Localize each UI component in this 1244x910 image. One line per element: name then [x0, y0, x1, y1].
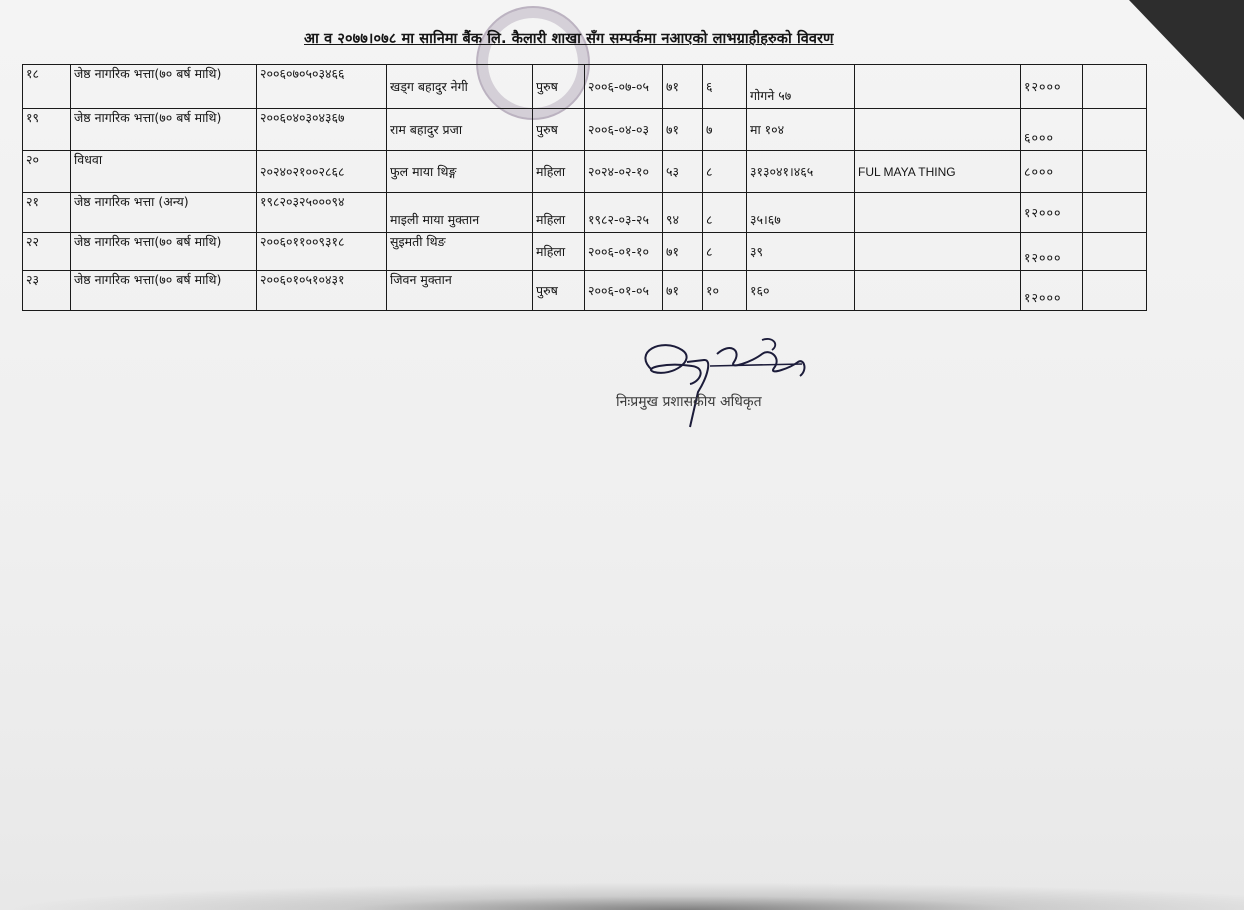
cell-dob: २००६-०१-०५: [585, 271, 663, 311]
table-row: [23, 151, 1147, 193]
cell-name: फुल माया थिङ्ग: [387, 151, 533, 193]
cell-blank: [1083, 233, 1147, 271]
cell-gender: पुरुष: [533, 65, 585, 109]
cell-id: २००६०११००९३१८: [257, 233, 387, 271]
cell-dob: २०२४-०२-१०: [585, 151, 663, 193]
table-row: [23, 233, 1147, 271]
cell-name: खड्ग बहादुर नेगी: [387, 65, 533, 109]
cell-ward: ८: [703, 193, 747, 233]
cell-age: ७१: [663, 233, 703, 271]
cell-address: ३१३०४१।४६५: [747, 151, 855, 193]
cell-ward: १०: [703, 271, 747, 311]
cell-ward: ८: [703, 233, 747, 271]
cell-id: २००६०१०५१०४३१: [257, 271, 387, 311]
cell-id: २०२४०२१००२८६८: [257, 151, 387, 193]
cell-blank: [1083, 109, 1147, 151]
beneficiary-table: [22, 64, 1147, 311]
cell-english-name: [855, 65, 1021, 109]
cell-category: जेष्ठ नागरिक भत्ता(७० बर्ष माथि): [71, 271, 257, 311]
cell-english-name: [855, 109, 1021, 151]
cell-name: जिवन मुक्तान: [387, 271, 533, 311]
cell-address: १६०: [747, 271, 855, 311]
cell-amount: १२०००: [1021, 271, 1083, 311]
cell-name: राम बहादुर प्रजा: [387, 109, 533, 151]
signature-caption: निःप्रमुख प्रशासकीय अधिकृत: [616, 394, 762, 410]
cell-id: २००६०७०५०३४६६: [257, 65, 387, 109]
cell-name: सुइमती थिङ: [387, 233, 533, 271]
cell-english-name: [855, 193, 1021, 233]
table-row: [23, 65, 1147, 109]
cell-dob: २००६-०१-१०: [585, 233, 663, 271]
cell-id: १९८२०३२५०००९४: [257, 193, 387, 233]
cell-gender: पुरुष: [533, 109, 585, 151]
cell-dob: १९८२-०३-२५: [585, 193, 663, 233]
cell-english-name: [855, 233, 1021, 271]
cell-category: जेष्ठ नागरिक भत्ता(७० बर्ष माथि): [71, 109, 257, 151]
cell-name: माइली माया मुक्तान: [387, 193, 533, 233]
cell-address: ३५।६७: [747, 193, 855, 233]
cell-sn: २२: [23, 233, 71, 271]
cell-amount: ६०००: [1021, 109, 1083, 151]
cell-blank: [1083, 65, 1147, 109]
cell-ward: ७: [703, 109, 747, 151]
cell-gender: महिला: [533, 151, 585, 193]
cell-dob: २००६-०७-०५: [585, 65, 663, 109]
cell-amount: १२०००: [1021, 65, 1083, 109]
cell-age: ७१: [663, 109, 703, 151]
cell-category: जेष्ठ नागरिक भत्ता(७० बर्ष माथि): [71, 233, 257, 271]
cell-blank: [1083, 193, 1147, 233]
cell-sn: २०: [23, 151, 71, 193]
cell-age: ९४: [663, 193, 703, 233]
cell-english-name: FUL MAYA THING: [855, 151, 1021, 193]
cell-address: मा १०४: [747, 109, 855, 151]
cell-english-name: [855, 271, 1021, 311]
cell-address: गोगने ५७: [747, 65, 855, 109]
cell-id: २००६०४०३०४३६७: [257, 109, 387, 151]
cell-sn: १८: [23, 65, 71, 109]
document-title: आ व २०७७।०७८ मा सानिमा बैंक लि. कैलारी शाखा सँग सम्पर्कमा नआएको लाभग्राहीहरुको विवरण: [304, 31, 834, 47]
cell-category: जेष्ठ नागरिक भत्ता(७० बर्ष माथि): [71, 65, 257, 109]
cell-gender: पुरुष: [533, 271, 585, 311]
cell-sn: २३: [23, 271, 71, 311]
cell-ward: ६: [703, 65, 747, 109]
cell-amount: ८०००: [1021, 151, 1083, 193]
cell-ward: ८: [703, 151, 747, 193]
cell-amount: १२०००: [1021, 193, 1083, 233]
cell-sn: २१: [23, 193, 71, 233]
cell-amount: १२०००: [1021, 233, 1083, 271]
table-body: [23, 65, 1147, 311]
table-row: [23, 271, 1147, 311]
handwritten-signature: [612, 332, 822, 432]
cell-sn: १९: [23, 109, 71, 151]
cell-gender: महिला: [533, 233, 585, 271]
cell-blank: [1083, 151, 1147, 193]
cell-category: विधवा: [71, 151, 257, 193]
cell-age: ५३: [663, 151, 703, 193]
cell-dob: २००६-०४-०३: [585, 109, 663, 151]
cell-category: जेष्ठ नागरिक भत्ता (अन्य): [71, 193, 257, 233]
page-bottom-shadow: [0, 882, 1244, 910]
cell-age: ७१: [663, 271, 703, 311]
cell-address: ३९: [747, 233, 855, 271]
cell-gender: महिला: [533, 193, 585, 233]
table-row: [23, 193, 1147, 233]
table-row: [23, 109, 1147, 151]
cell-age: ७१: [663, 65, 703, 109]
cell-blank: [1083, 271, 1147, 311]
